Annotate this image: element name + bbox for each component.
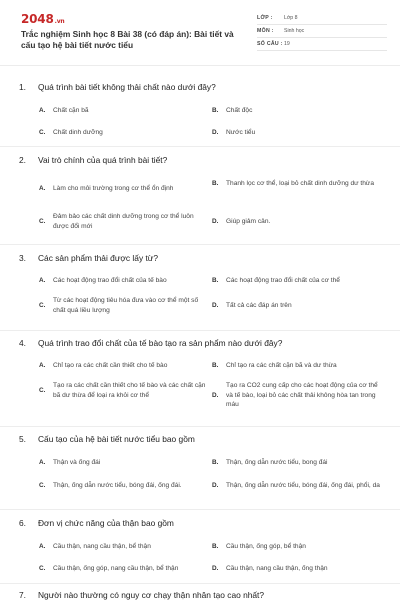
option-d[interactable]: D. Tất cả các đáp án trên [212, 302, 292, 309]
divider [0, 583, 400, 584]
option-a[interactable]: A. Chỉ tạo ra các chất cần thiết cho tế bào [39, 362, 168, 369]
quiz-meta [257, 12, 387, 51]
question-text: 6. Đơn vị chức năng của thận bao gồm [19, 518, 174, 528]
option-c[interactable]: C. Tạo ra các chất cần thiết cho tế bào và các chất cặn bã dư thừa để loại ra khỏi cơ thể [39, 382, 206, 399]
option-c[interactable]: C. Đảm bảo các chất dinh dưỡng trong cơ thể luôn được đổi mới [39, 213, 194, 230]
option-c[interactable]: C. Chất dinh dưỡng [39, 129, 103, 136]
option-a[interactable]: A. Các hoạt động trao đổi chất của tế bào [39, 277, 167, 284]
option-d[interactable]: D. Cầu thận, nang cầu thận, ống thận [212, 565, 328, 572]
option-b[interactable]: B. Thận, ống dẫn nước tiểu, bong đái [212, 459, 328, 466]
option-a[interactable]: A. Làm cho môi trường trong cơ thể ổn định [39, 185, 174, 192]
divider [0, 330, 400, 331]
divider [0, 426, 400, 427]
option-b[interactable]: B. Cầu thận, ống góp, bể thận [212, 543, 306, 550]
question-text: 4. Quá trình trao đổi chất của tế bào tạo ra sản phẩm nào dưới đây? [19, 338, 283, 348]
meta-question-count: SỐ CÂU : 19 [257, 38, 387, 51]
question-text: 7. Người nào thường có nguy cơ chạy thận nhân tạo cao nhất? [19, 590, 265, 600]
option-d[interactable]: D. Tạo ra CO2 cung cấp cho các hoạt động của cơ thể và tế bào, loại bỏ các chất thải không hòa tan trong máu [212, 382, 378, 409]
question-text: 1. Quá trình bài tiết không thải chất nào dưới đây? [19, 82, 216, 92]
question-text: 3. Các sản phẩm thải được lấy từ? [19, 253, 159, 263]
page-title: Trắc nghiệm Sinh học 8 Bài 38 (có đáp án): Bài tiết và cấu tạo hệ bài tiết nước tiểu [21, 29, 234, 50]
option-a[interactable]: A. Cầu thận, nang cầu thận, bể thận [39, 543, 151, 550]
option-a[interactable]: A. Chất cặn bã [39, 107, 89, 114]
divider [0, 146, 400, 147]
page-header [0, 0, 400, 66]
option-b[interactable]: B. Chỉ tạo ra các chất cặn bã và dư thừa [212, 362, 337, 369]
option-c[interactable]: C. Từ các hoạt động tiêu hóa đưa vào cơ thể một số chất quá liều lượng [39, 297, 199, 314]
meta-subject: MÔN : Sinh học [257, 25, 387, 38]
option-a[interactable]: A. Thận và ống đái [39, 459, 101, 466]
option-d[interactable]: D. Thận, ống dẫn nước tiểu, bóng đái, ống đái, phổi, da [212, 482, 380, 489]
option-d[interactable]: D. Giúp giảm cân. [212, 218, 271, 225]
option-c[interactable]: C. Thận, ống dẫn nước tiểu, bóng đái, ống đái. [39, 482, 182, 489]
site-logo[interactable]: 2048.vn [21, 12, 65, 26]
divider [0, 244, 400, 245]
option-b[interactable]: B. Các hoạt động trao đổi chất của cơ thể [212, 277, 340, 284]
option-d[interactable]: D. Nước tiểu [212, 129, 256, 136]
option-c[interactable]: C. Cầu thận, ống góp, nang cầu thận, bể thận [39, 565, 179, 572]
option-b[interactable]: B. Thanh lọc cơ thể, loại bỏ chất dinh dưỡng dư thừa [212, 180, 374, 187]
question-text: 2. Vai trò chính của quá trình bài tiết? [19, 155, 168, 165]
divider [0, 509, 400, 510]
meta-grade: LỚP : Lớp 8 [257, 12, 387, 25]
question-text: 5. Cấu tạo của hệ bài tiết nước tiểu bao gồm [19, 434, 195, 444]
option-b[interactable]: B. Chất độc [212, 107, 253, 114]
